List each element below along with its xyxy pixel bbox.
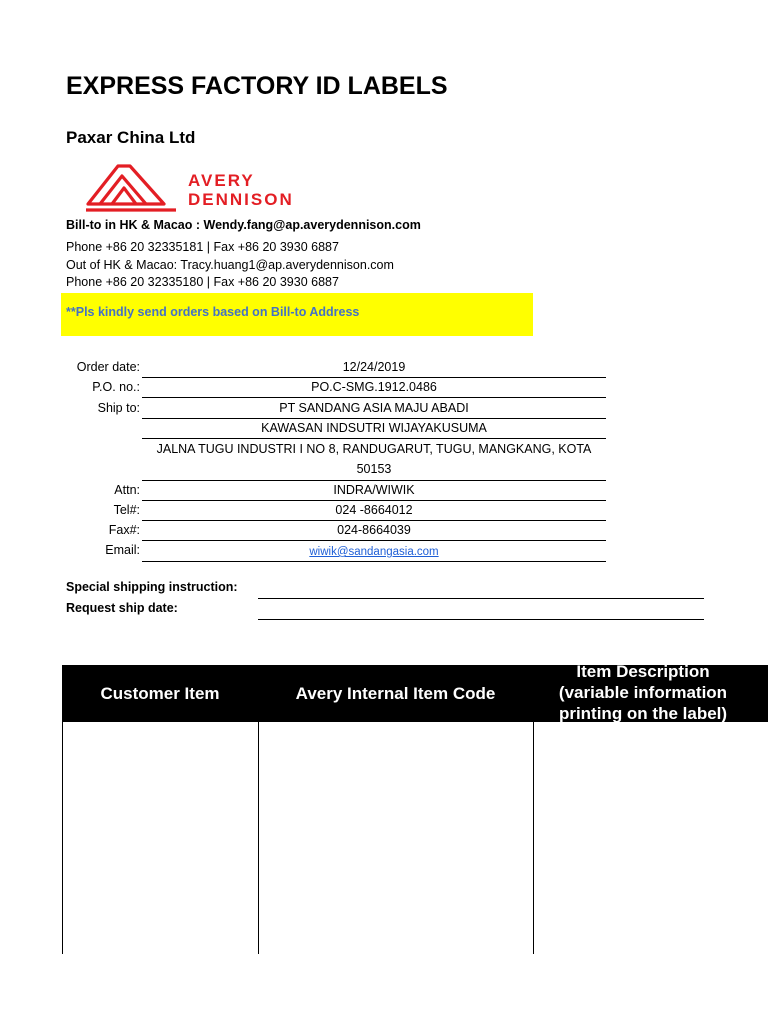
email-link[interactable]: wiwik@sandangasia.com xyxy=(309,546,439,558)
rule xyxy=(142,520,606,521)
fax-label: Fax#: xyxy=(108,523,140,537)
email-label: Email: xyxy=(105,543,140,557)
avery-dennison-logo xyxy=(84,160,352,212)
ship-to-label: Ship to: xyxy=(97,401,140,415)
rule xyxy=(142,561,606,562)
company-name: Paxar China Ltd xyxy=(66,128,196,147)
po-label: P.O. no.: xyxy=(92,380,140,394)
column-divider xyxy=(258,722,259,954)
out-of-hk: Out of HK & Macao: Tracy.huang1@ap.averydennison.com xyxy=(66,258,394,272)
col-item-description-3: printing on the label) xyxy=(558,704,728,722)
attn-label: Attn: xyxy=(114,483,140,497)
rule xyxy=(142,480,606,481)
attn-value: INDRA/WIWIK xyxy=(333,483,415,497)
fax-value: 024-8664039 xyxy=(337,523,411,537)
items-table-header xyxy=(62,665,768,722)
ship-to-line-4: 50153 xyxy=(356,462,392,476)
notice-banner xyxy=(61,293,533,336)
ship-to-line-1: PT SANDANG ASIA MAJU ABADI xyxy=(279,401,469,415)
col-avery-internal-item-code: Avery Internal Item Code xyxy=(295,684,496,703)
tel-value: 024 -8664012 xyxy=(335,503,413,517)
ship-to-line-2: KAWASAN INDSUTRI WIJAYAKUSUMA xyxy=(261,421,487,435)
rule xyxy=(142,418,606,419)
rule xyxy=(142,500,606,501)
order-date-label: Order date: xyxy=(76,360,140,374)
col-item-description-2: (variable information xyxy=(558,683,728,702)
col-item-description-1: Item Description xyxy=(576,665,710,681)
rule xyxy=(142,438,606,439)
page-title: EXPRESS FACTORY ID LABELS xyxy=(66,72,448,100)
items-table-body xyxy=(62,722,768,954)
bill-to-hk: Bill-to in HK & Macao : Wendy.fang@ap.averydennison.com xyxy=(66,218,421,232)
rule xyxy=(142,540,606,541)
col-customer-item: Customer Item xyxy=(100,684,220,703)
svg-text:AVERY: AVERY xyxy=(188,171,255,190)
ship-to-line-3: JALNA TUGU INDUSTRI I NO 8, RANDUGARUT, TUGU, MANGKANG, KOTA xyxy=(156,442,592,456)
column-divider xyxy=(62,722,63,954)
phone-out: Phone +86 20 32335180 | Fax +86 20 3930 6887 xyxy=(66,275,339,289)
request-ship-date-label: Request ship date: xyxy=(66,601,178,615)
special-shipping-label: Special shipping instruction: xyxy=(66,580,238,594)
rule xyxy=(142,397,606,398)
order-date-value: 12/24/2019 xyxy=(342,360,406,374)
order-info xyxy=(0,358,620,568)
phone-hk: Phone +86 20 32335181 | Fax +86 20 3930 6887 xyxy=(66,240,339,254)
special-shipping-field[interactable] xyxy=(258,598,704,599)
request-ship-date-field[interactable] xyxy=(258,619,704,620)
notice-text: **Pls kindly send orders based on Bill-to Address xyxy=(66,305,360,319)
svg-text:DENNISON: DENNISON xyxy=(188,190,294,209)
tel-label: Tel#: xyxy=(113,503,140,517)
rule xyxy=(142,377,606,378)
po-value: PO.C-SMG.1912.0486 xyxy=(311,380,437,394)
column-divider xyxy=(533,722,534,954)
